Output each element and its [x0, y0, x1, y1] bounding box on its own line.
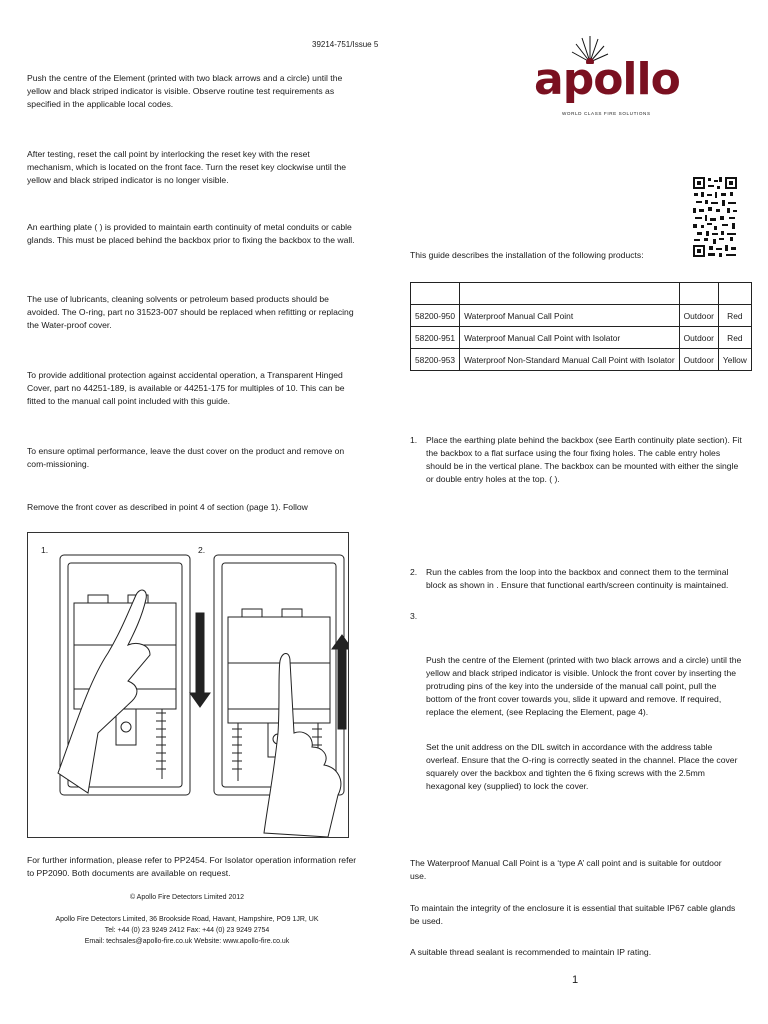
dust-cover-paragraph: To ensure optimal performance, leave the dust cover on the product and remove on com-missioning. — [27, 446, 345, 469]
hinged-cover-paragraph: To provide additional protection against accidental operation, a Transparent Hinged Cover, part no 44251-189, is available or 44251-175 for multiples of 10. This can be fitted to the manual call point included with this guide. — [27, 370, 345, 406]
step-3-text-a: Push the centre of the Element (printed with two black arrows and a circle) until the yellow and black striped indicator is visible. Unlock the front cover by inserting the protruding pins of the key into the underside of the manual call point, pull the bottom of the front cover towards you, slide it upward and remove. If required, replace the element, (see Replacing the Element, page 4). — [426, 655, 742, 717]
logo-wordmark: apollo — [534, 54, 680, 105]
test-paragraph: Push the centre of the Element (printed with two black arrows and a circle) until the yellow and black striped indicator is visible. Observe routine test requirements as specified in the applicable local codes. — [27, 73, 343, 109]
product-description: Waterproof Non-Standard Manual Call Point with Isolator — [460, 349, 680, 371]
figure-label-1: 1. — [41, 545, 49, 555]
step-3-text-b: Set the unit address on the DIL switch in accordance with the address table overleaf. Ensure that the O-ring is correctly seated in the channel. Place the cover squarely over the backbox and tighten the 6 fixing screws with the 2.5mm hexagonal key (supplied) to lock the cover. — [426, 742, 738, 791]
step-2-text: Run the cables from the loop into the backbox and connect them to the terminal block as shown in . Ensure that functional earth/screen continuity is maintained. — [426, 567, 729, 590]
table-row — [411, 327, 752, 349]
product-colour: Yellow — [718, 349, 751, 371]
table-row — [411, 305, 752, 327]
product-environment: Outdoor — [679, 305, 718, 327]
intro-paragraph: This guide describes the installation of the following products: — [410, 250, 644, 260]
earthing-plate-paragraph: An earthing plate ( ) is provided to maintain earth continuity of metal conduits or cable glands. This must be placed behind the backbox prior to fixing the backbox to the wall. — [27, 222, 355, 245]
qr-code — [692, 176, 738, 258]
table-header-row — [411, 283, 752, 305]
part-number: 58200-953 — [411, 349, 460, 371]
product-environment: Outdoor — [679, 327, 718, 349]
step-2-number: 2. — [410, 567, 418, 577]
logo-tagline: WORLD CLASS FIRE SOLUTIONS — [562, 111, 651, 116]
product-description: Waterproof Manual Call Point with Isolator — [460, 327, 680, 349]
part-number: 58200-950 — [411, 305, 460, 327]
company-address: Apollo Fire Detectors Limited, 36 Brookside Road, Havant, Hampshire, PO9 1JR, UK — [55, 916, 319, 923]
table-row — [411, 349, 752, 371]
document-reference: 39214-751/Issue 5 — [312, 40, 379, 49]
further-info-paragraph: For further information, please refer to PP2454. For Isolator operation information refer to PP2090. Both documents are available on request. — [27, 855, 357, 878]
company-phone: Tel: +44 (0) 23 9249 2412 Fax: +44 (0) 23 9249 2754 — [104, 927, 270, 934]
step-1-number: 1. — [410, 435, 418, 445]
part-number: 58200-951 — [411, 327, 460, 349]
reset-paragraph: After testing, reset the call point by interlocking the reset key with the reset mechanism, which is located on the front face. Turn the reset key clockwise until the yellow and black striped indicator is no longer visible. — [27, 149, 347, 185]
product-environment: Outdoor — [679, 349, 718, 371]
step-1-text: Place the earthing plate behind the backbox (see Earth continuity plate section). Fit the backbox to a flat surface using the four fixing holes. The cable entry holes should be in the vertical plane. The backbox can be mounted with either the single or double entry holes at the top. ( ). — [426, 435, 742, 484]
call-point-illustration — [28, 533, 348, 837]
type-a-paragraph: The Waterproof Manual Call Point is a ‘type A’ call point and is suitable for outdoor use. — [410, 858, 722, 881]
ip67-paragraph: To maintain the integrity of the enclosure it is essential that suitable IP67 cable glands be used. — [410, 903, 736, 926]
step-3-number: 3. — [410, 611, 418, 621]
products-table — [410, 282, 752, 371]
lubricants-paragraph: The use of lubricants, cleaning solvents or petroleum based products should be avoided. The O-ring, part no 31523-007 should be replaced when refitting or replacing the Water-proof cover. — [27, 294, 354, 330]
removal-figure — [27, 532, 349, 838]
page-number: 1 — [572, 974, 579, 986]
copyright: © Apollo Fire Detectors Limited 2012 — [129, 894, 245, 901]
product-description: Waterproof Manual Call Point — [460, 305, 680, 327]
product-colour: Red — [718, 327, 751, 349]
company-email: Email: techsales@apollo-fire.co.uk Website: www.apollo-fire.co.uk — [84, 938, 290, 945]
figure-label-2: 2. — [198, 545, 206, 555]
sealant-paragraph: A suitable thread sealant is recommended to maintain IP rating. — [410, 947, 652, 957]
remove-cover-paragraph: Remove the front cover as described in point 4 of section (page 1). Follow — [27, 502, 308, 512]
apollo-logo — [530, 34, 680, 124]
product-colour: Red — [718, 305, 751, 327]
